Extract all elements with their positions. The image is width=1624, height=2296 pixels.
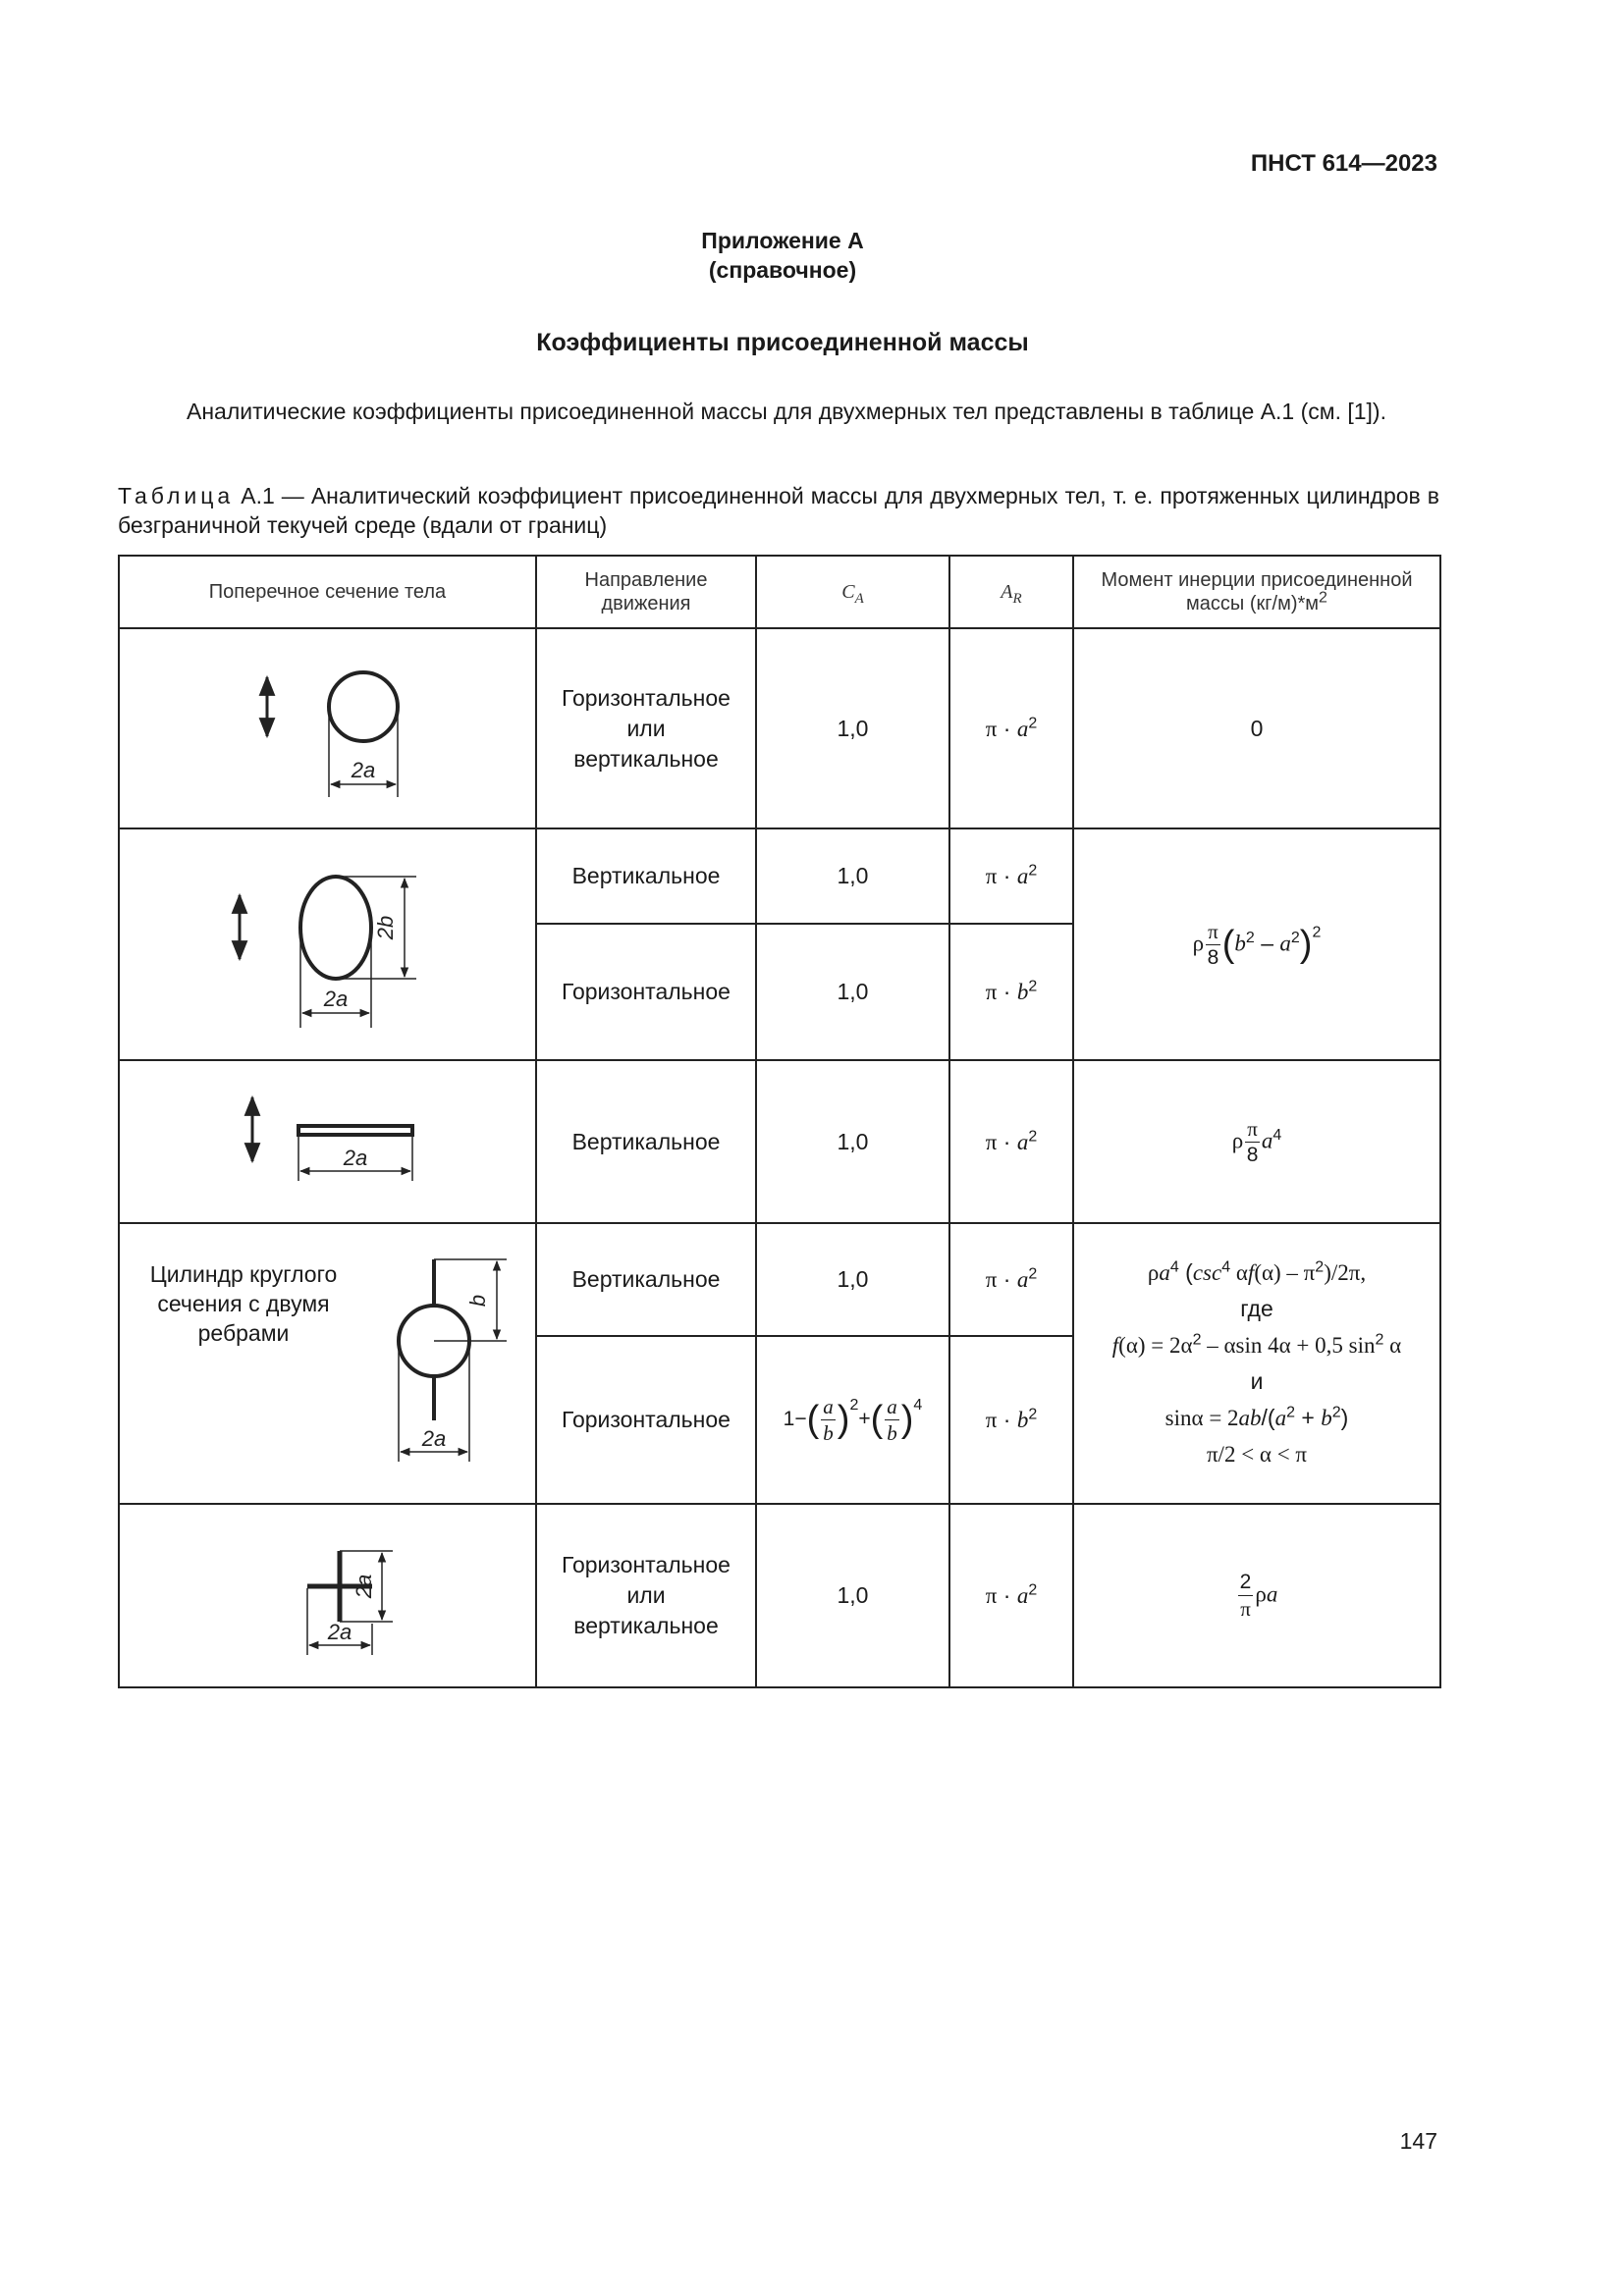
ellipse-horizontal-ar xyxy=(949,924,1073,1060)
rho-symbol: ρ xyxy=(1192,931,1205,956)
fraction-denominator: π xyxy=(1240,1597,1251,1621)
ribbed-inertia-line-6: π/2 < α < π xyxy=(1206,1442,1308,1467)
header-section: Поперечное сечение тела xyxy=(119,556,536,628)
plate-inertia xyxy=(1073,1060,1440,1223)
direction-line: или xyxy=(626,715,666,741)
power: 2 xyxy=(1245,929,1255,946)
minus-sign: − xyxy=(794,1408,807,1431)
circle-ca: 1,0 xyxy=(756,628,949,828)
ellipse-horizontal-direction: Горизонтальное xyxy=(536,924,756,1060)
circle-inertia: 0 xyxy=(1073,628,1440,828)
ar-power: 2 xyxy=(1028,978,1038,995)
ribbed-horizontal-direction: Горизонтальное xyxy=(536,1336,756,1504)
added-mass-table xyxy=(118,555,1441,1688)
fraction-numerator: π xyxy=(1247,1116,1258,1141)
ellipse-section-cell xyxy=(119,828,536,1060)
ribbed-vertical-ca: 1,0 xyxy=(756,1223,949,1336)
pi-symbol: π xyxy=(985,1583,998,1608)
intro-paragraph: Аналитические коэффициенты присоединенной массы для двухмерных тел представлены в таблице А.1 (см. [1]). xyxy=(187,399,1386,424)
ca-subscript: A xyxy=(854,591,864,607)
fraction-numerator: π xyxy=(1208,919,1218,943)
ar-power: 2 xyxy=(1028,1581,1038,1599)
dot-symbol: · xyxy=(1002,1266,1011,1292)
ar-subscript: R xyxy=(1012,591,1022,607)
dim-2a-label: 2a xyxy=(421,1426,446,1451)
ribbed-section-cell xyxy=(119,1223,536,1504)
header-direction: Направление движения xyxy=(536,556,756,628)
ribbed-inertia-line-4: и xyxy=(1250,1368,1264,1394)
plate-direction: Вертикальное xyxy=(536,1060,756,1223)
ar-variable: a xyxy=(1016,716,1029,741)
dim-2a-label: 2a xyxy=(327,1619,352,1644)
table-row-cross xyxy=(119,1504,1440,1687)
circle-shape xyxy=(329,672,398,741)
direction-line: Горизонтальное xyxy=(562,684,731,711)
ellipse-cross-section-figure xyxy=(122,831,534,1057)
rho-symbol: ρ xyxy=(1255,1581,1267,1607)
appendix-heading xyxy=(0,226,1565,285)
plate-section-cell xyxy=(119,1060,536,1223)
dim-b-label: b xyxy=(464,1294,490,1308)
ar-variable: a xyxy=(1016,1583,1029,1608)
header-ca xyxy=(756,556,949,628)
cross-direction xyxy=(536,1504,756,1687)
direction-line: вертикальное xyxy=(573,745,719,772)
ar-power: 2 xyxy=(1028,862,1038,880)
ribbed-cylinder-label: Цилиндр круглого сечения с двумя ребрами xyxy=(149,1261,338,1346)
ar-variable: a xyxy=(1016,864,1029,888)
inertia-header-sup: 2 xyxy=(1319,589,1327,607)
dot-symbol: · xyxy=(1002,863,1011,888)
power: 2 xyxy=(1290,929,1300,946)
appendix-title: Приложение А xyxy=(701,228,864,253)
ar-variable: a xyxy=(1016,1267,1029,1292)
header-ar xyxy=(949,556,1073,628)
ribbed-horizontal-ar xyxy=(949,1336,1073,1504)
ellipse-inertia: ρ $\frac{\pi}{8}$ $(b^2 - a^2)^2$ xyxy=(1073,828,1440,1060)
two-over-pi-fraction xyxy=(1238,1570,1254,1622)
ar-symbol: A xyxy=(1001,581,1013,603)
dim-2a-label: 2a xyxy=(351,758,375,782)
var-a: a xyxy=(1279,931,1291,956)
fraction-denominator: 8 xyxy=(1246,1143,1259,1166)
ribbed-inertia-line-2: где xyxy=(1240,1296,1273,1321)
table-row-circle xyxy=(119,628,1440,828)
ribbed-vertical-direction: Вертикальное xyxy=(536,1223,756,1336)
pi-over-8-fraction xyxy=(1245,1116,1260,1168)
circle-direction xyxy=(536,628,756,828)
ellipse-vertical-ca: 1,0 xyxy=(756,828,949,924)
dot-symbol: · xyxy=(1002,1407,1011,1432)
var-b: b xyxy=(1234,931,1246,956)
ellipse-vertical-direction: Вертикальное xyxy=(536,828,756,924)
ellipse-vertical-ar xyxy=(949,828,1073,924)
caption-prefix: Таблица xyxy=(118,483,235,508)
table-row-ellipse-vertical xyxy=(119,828,1440,924)
plus-sign: + xyxy=(858,1408,871,1431)
plate-cross-section-figure xyxy=(122,1063,534,1220)
cross-section-cell xyxy=(119,1504,536,1687)
circle-ar xyxy=(949,628,1073,828)
caption-text: А.1 — Аналитический коэффициент присоединенной массы для двухмерных тел, т. е. протяженных цилиндров в безграничной текучей среде (вдали от границ) xyxy=(118,483,1439,538)
power: 4 xyxy=(1272,1126,1282,1144)
dim-2a-label: 2a xyxy=(343,1146,367,1170)
direction-line: Горизонтальное xyxy=(562,1552,731,1577)
document-code: ПНСТ 614—2023 xyxy=(1250,150,1437,177)
a-over-b-fraction: $\frac{a}{b}$ xyxy=(887,1395,897,1445)
ribbed-horizontal-ca: 1−( $\frac{a}{b}$ )$^2$+( $\frac{a}{b}$ )$^4$ xyxy=(756,1336,949,1504)
dim-2b-label: 2b xyxy=(372,915,398,940)
section-title: Коэффициенты присоединенной массы xyxy=(536,329,1029,356)
ellipse-shape xyxy=(300,877,371,979)
ar-power: 2 xyxy=(1028,1127,1038,1145)
ca-one: 1 xyxy=(783,1408,795,1431)
minus-sign: – xyxy=(1261,930,1273,956)
circle-section-cell xyxy=(119,628,536,828)
cross-inertia xyxy=(1073,1504,1440,1687)
a-over-b-fraction: $\frac{a}{b}$ xyxy=(823,1395,834,1445)
dot-symbol: · xyxy=(1002,715,1011,741)
plate-ca: 1,0 xyxy=(756,1060,949,1223)
table-header-row xyxy=(119,556,1440,628)
cross-ar xyxy=(949,1504,1073,1687)
ar-variable: b xyxy=(1016,980,1029,1004)
table-row-plate xyxy=(119,1060,1440,1223)
table-row-ribbed-vertical xyxy=(119,1223,1440,1336)
direction-line: или xyxy=(626,1582,666,1608)
direction-line: вертикальное xyxy=(573,1613,719,1638)
dot-symbol: · xyxy=(1002,979,1011,1004)
ribbed-inertia-line-5: $\sin\alpha = 2ab/(a^2 + b^2)$ xyxy=(1164,1404,1349,1430)
ar-variable: b xyxy=(1016,1408,1029,1432)
outer-power: 2 xyxy=(1312,924,1322,941)
pi-symbol: π xyxy=(985,980,998,1004)
dot-symbol: · xyxy=(1002,1128,1011,1154)
ca-symbol: C xyxy=(841,581,855,603)
ar-power: 2 xyxy=(1028,714,1038,731)
pi-symbol: π xyxy=(985,1267,998,1292)
ribbed-inertia-line-1: $\rho a^4$ ($\csc^4$ $\alpha f(\alpha) - \pi^2)/2\pi$, xyxy=(1147,1258,1367,1285)
dim-2a-label: 2a xyxy=(323,987,348,1011)
var-a: a xyxy=(1261,1128,1273,1153)
ar-power: 2 xyxy=(1028,1406,1038,1423)
circle-cross-section-figure xyxy=(122,630,534,827)
fraction-numerator: 2 xyxy=(1238,1570,1254,1596)
table-caption xyxy=(118,481,1439,540)
ribbed-inertia xyxy=(1073,1223,1440,1504)
cross-ca: 1,0 xyxy=(756,1504,949,1687)
fraction-denominator: 8 xyxy=(1207,945,1219,969)
ribbed-cross-section-figure xyxy=(122,1226,534,1501)
pi-symbol: π xyxy=(985,1408,998,1432)
inertia-header-text: Момент инерции присоединенной массы (кг/м)*м xyxy=(1101,569,1413,614)
ribbed-vertical-ar xyxy=(949,1223,1073,1336)
ellipse-horizontal-ca: 1,0 xyxy=(756,924,949,1060)
plate-ar xyxy=(949,1060,1073,1223)
cross-cross-section-figure xyxy=(122,1508,534,1684)
pi-symbol: π xyxy=(985,716,998,741)
dim-2a-label: 2a xyxy=(351,1574,376,1598)
rho-symbol: ρ xyxy=(1231,1128,1244,1153)
ar-variable: a xyxy=(1016,1129,1029,1154)
pi-symbol: π xyxy=(985,864,998,888)
ar-power: 2 xyxy=(1028,1265,1038,1283)
pi-over-8-fraction xyxy=(1206,919,1220,971)
dot-symbol: · xyxy=(1002,1582,1011,1608)
var-a: a xyxy=(1266,1581,1278,1607)
header-inertia xyxy=(1073,556,1440,628)
plate-shape xyxy=(298,1126,412,1135)
pi-symbol: π xyxy=(985,1129,998,1154)
page-number: 147 xyxy=(1399,2128,1437,2154)
appendix-subtitle: (справочное) xyxy=(708,257,857,283)
ribbed-inertia-line-3: $f(\alpha) = 2\alpha^2 - \alpha\sin$ 4α + 0,5 $\sin^2 \alpha$ xyxy=(1111,1331,1402,1358)
